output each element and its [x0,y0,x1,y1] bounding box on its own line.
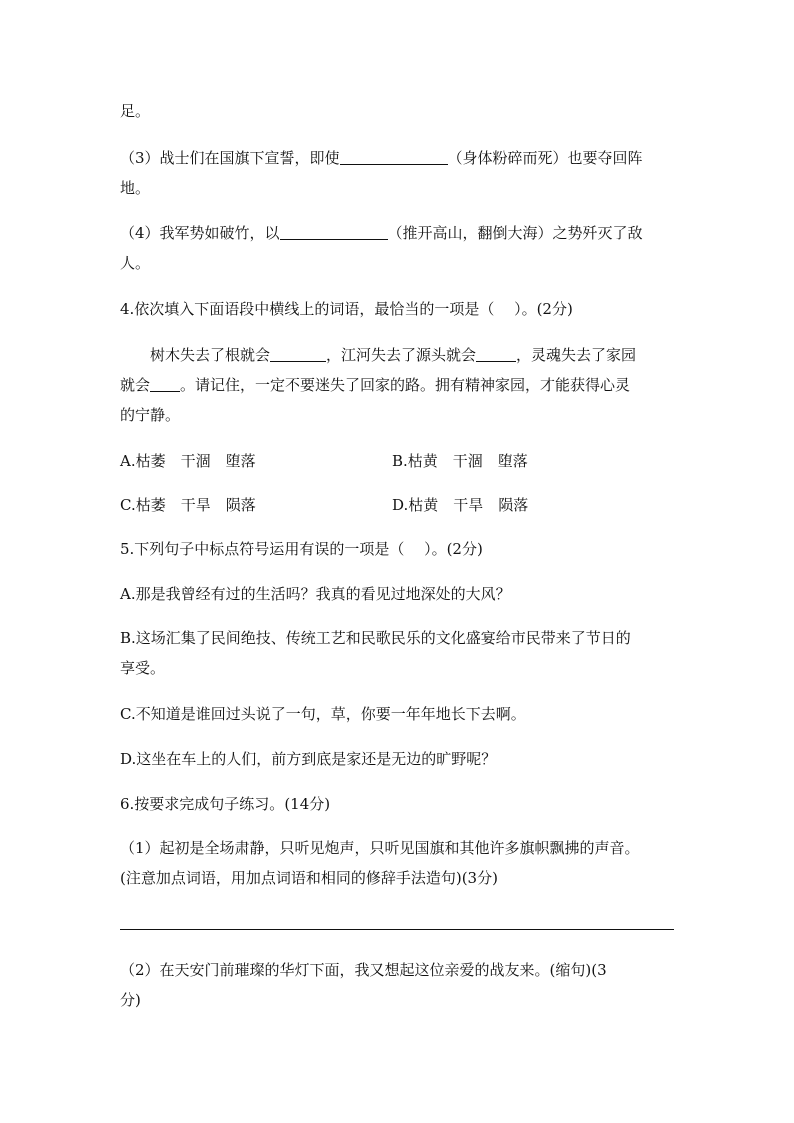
passage-line [150,345,636,365]
option-a[interactable]: A.那是我曾经有过的生活吗？我真的看见过地深处的大风？ [120,585,511,603]
q3-text-a: （3）战士们在国旗下宣誓，即使 [120,149,340,167]
q4-text-b: （推开高山，翻倒大海）之势歼灭了敌 [387,224,643,242]
text-line: 地。 [120,179,151,197]
answer-blank[interactable] [340,148,448,165]
passage-text: 树木失去了根就会 [150,346,271,364]
option-d[interactable]: D.枯黄 干旱 陨落 [392,496,529,514]
answer-blank[interactable] [280,223,388,240]
sub-question-2-cont: 分) [120,991,141,1009]
text-line: 人。 [120,254,151,272]
q3-text-b: （身体粉碎而死）也要夺回阵 [447,149,643,167]
option-c[interactable]: C.不知道是谁回过头说了一句，草，你要一年年地长下去啊。 [120,705,526,723]
text-line: 足。 [120,102,151,120]
option-b[interactable]: B.枯黄 干涸 堕落 [392,452,528,470]
passage-text: 就会 [120,376,151,394]
option-b[interactable]: B.这场汇集了民间绝技、传统工艺和民歌民乐的文化盛宴给市民带来了节日的 [120,629,631,647]
q4-text-a: （4）我军势如破竹，以 [120,224,280,242]
sub-question-1: （1）起初是全场肃静，只听见炮声，只听见国旗和其他许多旗帜飘拂的声音。 [120,839,640,857]
sub-question-1-instruction: (注意加点词语，用加点词语和相同的修辞手法造句)(3分) [120,869,498,887]
option-a[interactable]: A.枯萎 干涸 堕落 [120,452,256,470]
option-d[interactable]: D.这坐在车上的人们，前方到底是家还是无边的旷野呢？ [120,750,497,768]
passage-text: 。请记住，一定不要迷失了回家的路。拥有精神家园，才能获得心灵 [180,376,631,394]
question-5-title: 5.下列句子中标点符号运用有误的一项是（ ）。(2分) [120,540,483,558]
question-6-title: 6.按要求完成句子练习。(14分) [120,795,331,813]
question-4-title: 4.依次填入下面语段中横线上的词语，最恰当的一项是（ ）。(2分) [120,300,573,318]
answer-blank[interactable] [270,345,326,362]
q3-line [120,148,643,168]
passage-text: ，江河失去了源头就会 [326,346,477,364]
answer-blank[interactable] [476,345,516,362]
sub-question-2: （2）在天安门前璀璨的华灯下面，我又想起这位亲爱的战友来。(缩句)(3 [120,961,607,979]
q4-line [120,223,643,243]
option-c[interactable]: C.枯萎 干旱 陨落 [120,496,256,514]
answer-line[interactable] [120,929,674,930]
passage-line [120,375,630,395]
passage-text: ，灵魂失去了家园 [516,346,637,364]
passage-line: 的宁静。 [120,406,181,424]
option-b-cont: 享受。 [120,659,166,677]
answer-blank[interactable] [150,375,180,392]
